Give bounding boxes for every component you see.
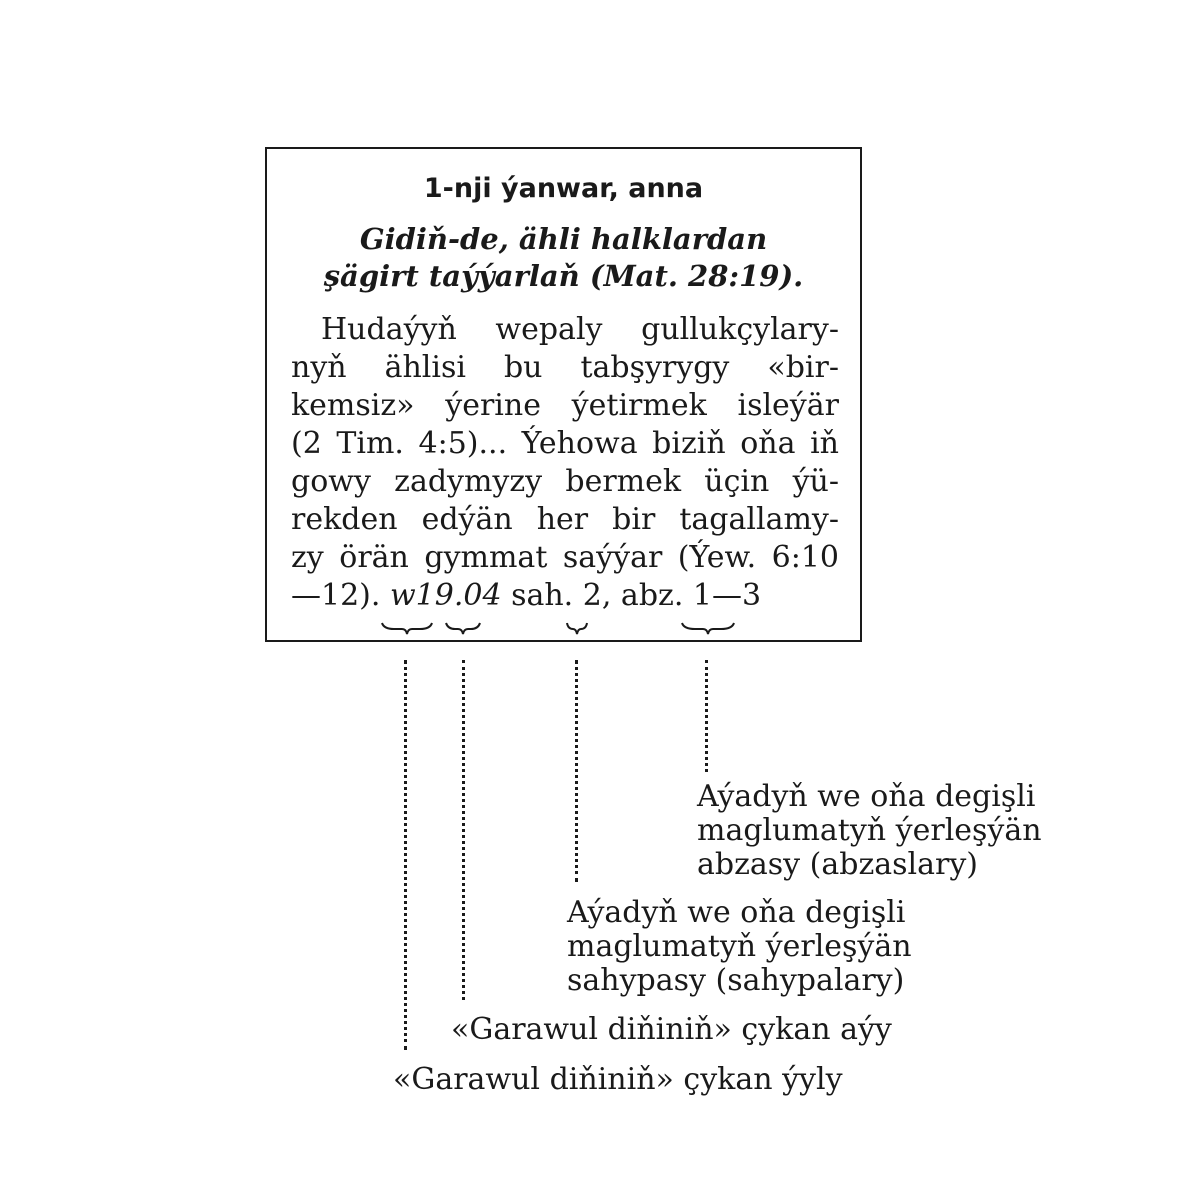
reference-line xyxy=(291,578,839,614)
body-line-5: gowy zadymyzy bermek üçin ýü- xyxy=(291,464,839,499)
leader-year xyxy=(404,660,407,1050)
body-line-3: kemsiz» ýerine ýetirmek isleýär xyxy=(291,388,839,423)
label-page: Aýadyň we oňa degişli maglumatyň ýerleşýän sahypasy (sahypalary) xyxy=(567,895,912,998)
ref-lead: —12). xyxy=(291,578,390,613)
brace-year xyxy=(380,620,434,640)
ref-page: 2 xyxy=(582,578,602,613)
leader-paragraph xyxy=(705,660,708,772)
date-heading: 1-nji ýanwar, anna xyxy=(423,173,704,204)
ref-year: w19 xyxy=(389,578,454,613)
theme-verse xyxy=(267,221,860,295)
body-line-4: (2 Tim. 4:5)... Ýehowa biziň oňa iň xyxy=(291,426,839,461)
body-line-2: nyň ählisi bu tabşyrygy «bir- xyxy=(291,350,839,385)
label-paragraph: Aýadyň we oňa degişli maglumatyň ýerleşýän abzasy (abzaslary) xyxy=(697,779,1042,882)
brace-page xyxy=(565,620,589,640)
ref-page-label: sah. xyxy=(501,578,583,613)
leader-month xyxy=(462,660,465,1000)
body-line-6: rekden edýän her bir tagallamy- xyxy=(291,502,839,537)
ref-para-label: , abz. xyxy=(601,578,693,613)
verse-line-1: Gidiň-de, ähli halklardan xyxy=(359,222,768,256)
body-line-7: zy örän gymmat saýýar (Ýew. 6:10 xyxy=(291,540,839,575)
ref-month: 04 xyxy=(463,578,502,613)
verse-line-2: şägirt taýýarlaň (Mat. 28:19). xyxy=(323,259,804,293)
body-line-1: Hudaýyň wepaly gullukçylary- xyxy=(321,312,839,347)
ref-para: 1—3 xyxy=(692,578,762,613)
daily-text-card xyxy=(265,147,862,642)
label-year: «Garawul diňiniň» çykan ýyly xyxy=(393,1062,843,1097)
ref-sep: . xyxy=(453,578,464,613)
label-month: «Garawul diňiniň» çykan aýy xyxy=(451,1012,892,1047)
brace-month xyxy=(444,620,482,640)
brace-paragraph xyxy=(680,620,736,640)
leader-page xyxy=(575,660,578,882)
